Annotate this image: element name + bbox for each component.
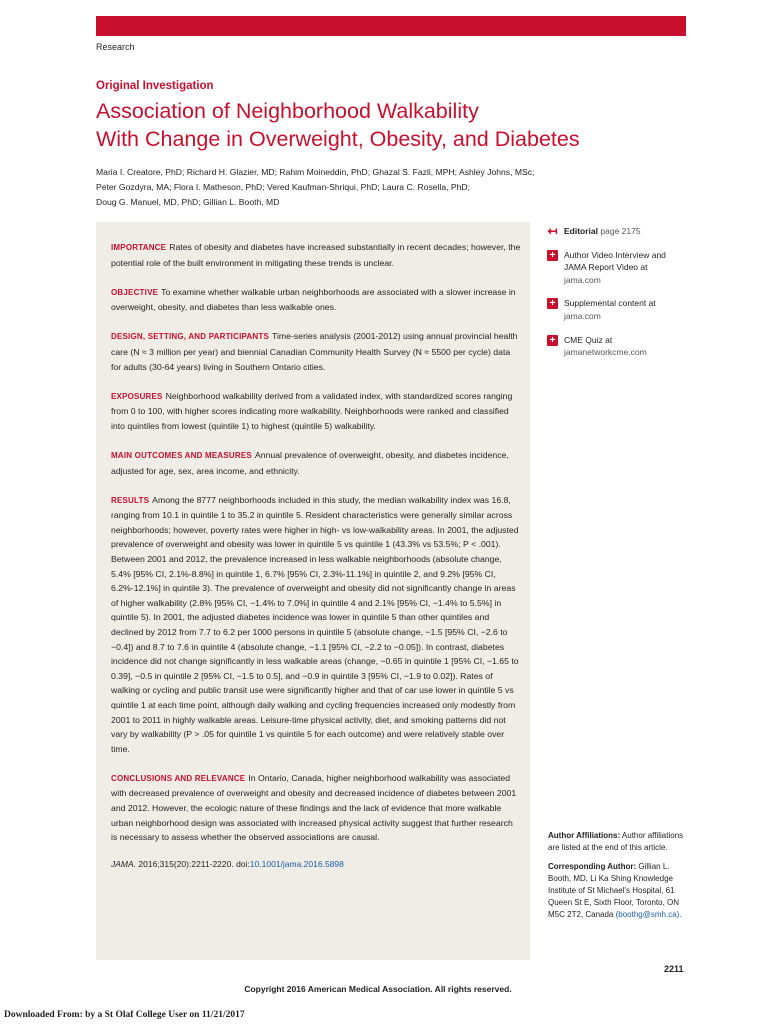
title-line: Association of Neighborhood Walkability (96, 99, 479, 123)
download-notice: Downloaded From: by a St Olaf College User on 11/21/2017 (4, 1010, 245, 1020)
section-text: Rates of obesity and diabetes have increased substantially in recent decades; however, the potential role of the built environment in mitigating these trends is unclear. (111, 242, 521, 268)
abstract-design (111, 329, 521, 374)
section-heading: CONCLUSIONS AND RELEVANCE (111, 773, 246, 783)
author-line: Doug G. Manuel, MD, PhD; Gillian L. Booth, MD (96, 197, 280, 207)
abstract-box (96, 222, 530, 960)
abstract-exposures (111, 389, 521, 434)
section-text: Neighborhood walkability derived from a validated index, with standardized scores ranging from 0 to 100, with higher scores indicating more walkability. Neighborhoods were ranked and classified into quintiles from lowest (quintile 1) to highest (quintile 5) walkability. (111, 390, 513, 431)
side-detail: page 2175 (600, 226, 641, 236)
abstract-objective (111, 285, 521, 315)
section-heading: OBJECTIVE (111, 287, 159, 297)
author-list (96, 165, 536, 210)
section-text: Among the 8777 neighborhoods included in this study, the median walkability index was 16.8, ranging from 10.1 in quintile 1 to 35.2 in quintile 5. Resident characteristics were generally similar across neighborhoods; however, poverty rates were higher in high- vs low-walkability areas. In 2001, the adjusted prevalence of overweight and obesity was lower in quintile 5 vs quintile 1 (43.3% vs 53.5%; P < .001). Between 2001 and 2012, the prevalence increased in less walkable neighborhoods (absolute change, 5.4% [95% CI, 2.1%-8.8%] in quintile 1, 6.7% [95% CI, 2.3%-11.1%] in quintile 2, and 9.2% [95% CI, 6.2%-12.1%] in quintile 3). The prevalence of overweight and obesity did not significantly change in areas of higher walkability (2.8% [95% CI, −1.4% to 7.0%] in quintile 4 and 2.1% [95% CI, −1.4% to 5.5%] in quintile 5). In 2001, the adjusted diabetes incidence was lower in quintile 5 than other quintiles and declined by 2012 from 7.7 to 6.2 per 1000 persons in quintile 5 (absolute change, −1.5 [95% CI, −2.6 to −0.4]) and 8.7 to 7.6 in quintile 4 (absolute change, −1.1 [95% CI, −2.2 to −0.05]). In contrast, diabetes incidence did not change significantly in less walkable areas (change, −0.65 in quintile 1 [95% CI, −1.65 to 0.39], −0.5 in quintile 2 [95% CI, −1.5 to 0.5], and −0.9 in quintile 3 [95% CI, −1.9 to 0.02]). Rates of walking or cycling and public transit use were significantly higher and that of car use lower in quintile 5 vs quintile 1 at each time point, although daily walking and cycling frequencies increased only modestly from 2001 to 2011 in highly walkable areas. Leisure-time physical activity, diet, and smoking patterns did not vary by walkability (P > .05 for quintile 1 vs quintile 5 for each outcome) and were relatively stable over time. (111, 494, 519, 754)
doi-link[interactable]: 10.1001/jama.2016.5898 (249, 859, 344, 870)
header-color-bar (96, 16, 686, 36)
page-number: 2211 (664, 964, 684, 974)
article-type-label: Original Investigation (96, 80, 214, 92)
section-text: To examine whether walkable urban neighborhoods are associated with a slower increase in overweight, obesity, and diabetes than less walkable ones. (111, 286, 516, 313)
side-label: Supplemental content at (564, 298, 656, 309)
section-heading: IMPORTANCE (111, 243, 167, 252)
section-text: Time-series analysis (2001-2012) using annual provincial health care (N ≈ 3 million per year) and biennial Canadian Community Health Survey (N ≈ 5500 per cycle) data for adults (30-64 years) living in Southern Ontario cities. (111, 331, 518, 372)
affiliations-block (548, 830, 688, 928)
section-text: In Ontario, Canada, higher neighborhood walkability was associated with decreased prevalence of overweight and obesity and decreased incidence of diabetes between 2001 and 2012. However, the ecologic nature of these findings and the lack of evidence that more walkable urban neighborhood design was associated with increased physical activity suggest that further research is necessary to assess whether the observed associations are causal. (111, 772, 517, 843)
author-line: Maria I. Creatore, PhD; Richard H. Glazier, MD; Rahim Moineddin, PhD; Ghazal S. Fazli, MPH; Ashley Johns, MSc; (96, 167, 535, 177)
section-heading: MAIN OUTCOMES AND MEASURES (111, 450, 252, 460)
supplemental-link[interactable] (547, 297, 687, 322)
side-label: Editorial (564, 226, 599, 236)
abstract-results (111, 493, 521, 757)
corresponding-label: Corresponding Author: (548, 862, 637, 871)
title-line: With Change in Overweight, Obesity, and Diabetes (96, 127, 580, 151)
corresponding-author (548, 861, 688, 921)
plus-icon: + (547, 250, 558, 261)
corresponding-text: Gillian L. Booth, MD, Li Ka Shing Knowledge Institute of St Michael's Hospital, 61 Queen St E, Sixth Floor, Toronto, ON M5C 2T2, Canada (548, 862, 680, 919)
section-label: Research (96, 42, 135, 52)
side-detail: jama.com (564, 310, 601, 321)
email-link[interactable]: (boothg@smh.ca). (615, 910, 682, 919)
abstract-outcomes (111, 448, 521, 478)
copyright-notice: Copyright 2016 American Medical Association. All rights reserved. (244, 984, 512, 994)
section-heading: EXPOSURES (111, 391, 163, 401)
plus-icon: + (547, 335, 558, 346)
journal-name: JAMA. (111, 859, 137, 870)
section-text: Annual prevalence of overweight, obesity, and diabetes incidence, adjusted for age, sex, area income, and ethnicity. (111, 449, 509, 476)
cme-quiz-link[interactable] (547, 334, 687, 359)
citation-details: 2016;315(20):2211-2220. doi: (138, 859, 250, 870)
author-affiliations (548, 830, 688, 854)
video-link[interactable] (547, 249, 687, 287)
side-detail: jamanetworkcme.com (564, 347, 647, 358)
citation (111, 859, 521, 869)
abstract-importance (111, 240, 521, 270)
abstract-conclusions (111, 771, 521, 845)
section-heading: RESULTS (111, 495, 150, 505)
side-label: Author Video Interview and JAMA Report Video at (564, 249, 666, 273)
side-label: CME Quiz at (564, 334, 613, 345)
author-line: Peter Gozdyra, MA; Flora I. Matheson, PhD; Vered Kaufman-Shriqui, PhD; Laura C. Rosella, PhD; (96, 182, 470, 192)
side-detail: jama.com (564, 274, 601, 285)
affiliations-text: Author affiliations are listed at the end of this article. (548, 831, 684, 852)
arrow-left-icon: ↤ (547, 224, 558, 238)
related-content-sidebar (547, 225, 687, 370)
article-title (96, 97, 616, 153)
plus-icon: + (547, 298, 558, 309)
editorial-link[interactable] (547, 225, 687, 238)
section-heading: DESIGN, SETTING, AND PARTICIPANTS (111, 332, 270, 342)
affiliations-label: Author Affiliations: (548, 831, 621, 840)
